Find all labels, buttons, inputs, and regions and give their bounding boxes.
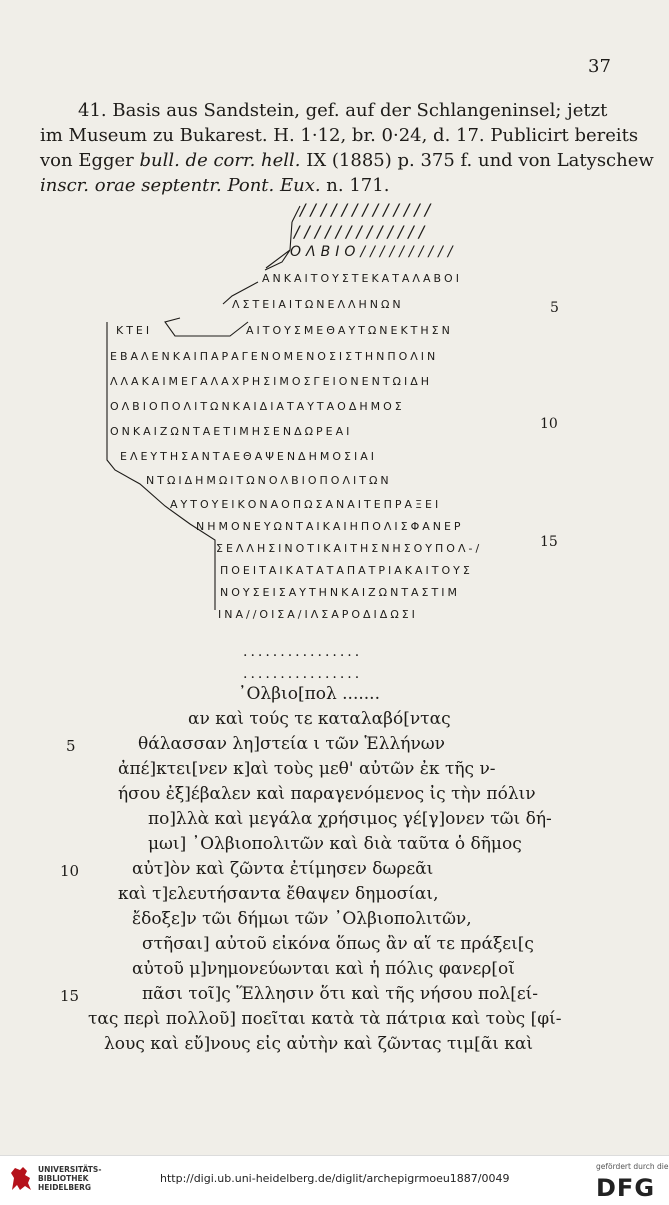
institution-line: UNIVERSITÄTS- (38, 1165, 102, 1174)
permalink-url[interactable]: http://digi.ub.uni-heidelberg.de/diglit/archepigrmoeu1887/0049 (160, 1172, 510, 1185)
intro-line-3-pre: von Egger (40, 150, 140, 171)
transcription-line-number: 5 (66, 737, 76, 755)
inscription-line: ΛΣΤΕΙΑΙΤΩΝΕΛΛΗΝΩΝ (232, 298, 404, 311)
inscription-line: ΕΛΕΥΤΗΣΑΝΤΑΕΘΑΨΕΝΔΗΜΟΣΙΑΙ (120, 450, 377, 463)
hatch-line-2: ///////////// (294, 222, 430, 241)
funded-by-label: gefördert durch die (596, 1162, 669, 1171)
transcription-line: ήσου ἐξ]έβαλεν καὶ παραγενόμενος ἰς τὴν πόλιν (118, 784, 536, 804)
transcription-line: μωι] ᾿Ολβιοπολιτῶν καὶ διὰ ταῦτα ὁ δῆμος (148, 834, 522, 854)
transcription-line: αν καὶ τούς τε καταλαβό[ντας (188, 709, 451, 729)
intro-line-1: 41. Basis aus Sandstein, gef. auf der Schlangeninsel; jetzt (78, 100, 608, 121)
transcription-line: ᾿Ολβιο[πολ ....... (238, 684, 380, 704)
hatch-line-3: ΟΛΒΙΟ////////// (290, 244, 458, 260)
transcription-line: ἀπέ]κτει[νεν κ]αὶ τοὺς μεθ' αὐτῶν ἐκ τῆς ν- (118, 759, 496, 779)
inscription-line-number: 10 (540, 416, 558, 432)
inscription-line-number: 15 (540, 534, 558, 550)
lacuna-dots: ................ (243, 644, 363, 660)
inscription-line: ΚΤΕΙ (116, 324, 153, 337)
transcription-line: λους καὶ εὔ]νους εἰς αὐτὴν καὶ ζῶντας τιμ[ᾶι καὶ (104, 1034, 534, 1054)
inscription-line: ΕΒΑΛΕΝΚΑΙΠΑΡΑΓΕΝΟΜΕΝΟΣΙΣΤΗΝΠΟΛΙΝ (110, 350, 439, 363)
transcription-line: πᾶσι τοῖ]ς Ἕλλησιν ὅτι καὶ τῆς νήσου πολ[εί- (142, 984, 539, 1004)
inscription-line: ΛΛΑΚΑΙΜΕΓΑΛΑΧΡΗΣΙΜΟΣΓΕΙΟΝΕΝΤΩΙΔΗ (110, 375, 432, 388)
inscription-line: ΝΟΥΣΕΙΣΑΥΤΗΝΚΑΙΖΩΝΤΑΣΤΙΜ (220, 586, 460, 599)
transcription-line: αὐτ]ὸν καὶ ζῶντα ἐτίμησεν δωρεᾶι (132, 859, 434, 879)
transcription-line: πο]λλὰ καὶ μεγάλα χρήσιμος γέ[γ]ονεν τῶι δή- (148, 809, 552, 829)
intro-line-2: im Museum zu Bukarest. H. 1·12, br. 0·24, d. 17. Publicirt bereits (40, 125, 639, 146)
lacuna-dots: ................ (243, 666, 363, 682)
transcription-line: ἔδοξε]ν τῶι δήμωι τῶν ᾿Ολβιοπολιτῶν, (132, 909, 472, 929)
viewer-footer (0, 1155, 669, 1205)
transcription-line: θάλασσαν λη]στεία ι τῶν Ἑλλήνων (138, 734, 445, 754)
dfg-logo: DFG (596, 1174, 656, 1202)
institution-name (38, 1165, 101, 1192)
inscription-line: ΝΗΜΟΝΕΥΩΝΤΑΙΚΑΙΗΠΟΛΙΣΦΑΝΕΡ (196, 520, 464, 533)
institution-line: HEIDELBERG (38, 1183, 92, 1192)
transcription-line: αὐτοῦ μ]νημονεύωνται καὶ ἡ πόλις φανερ[οῖ (132, 959, 515, 979)
inscription-line: ΝΤΩΙΔΗΜΩΙΤΩΝΟΛΒΙΟΠΟΛΙΤΩΝ (146, 474, 392, 487)
institution-line: BIBLIOTHEK (38, 1174, 89, 1183)
heidelberg-lion-icon (8, 1164, 34, 1194)
transcription-line-number: 15 (60, 987, 80, 1005)
inscription-line: ΑΝΚΑΙΤΟΥΣΤΕΚΑΤΑΛΑΒΟΙ (262, 272, 462, 285)
inscription-line: ΙΝΑ//ΟΙΣΑ/ΙΛΣΑΡΟΔΙΔΩΣΙ (218, 608, 418, 621)
inscription-line: ΑΙΤΟΥΣΜΕΘΑΥΤΩΝΕΚΤΗΣΝ (246, 324, 453, 337)
inscription-line: ΟΛΒΙΟΠΟΛΙΤΩΝΚΑΙΔΙΑΤΑΥΤΑΟΔΗΜΟΣ (110, 400, 405, 413)
inscription-line: ΣΕΛΛΗΣΙΝΟΤΙΚΑΙΤΗΣΝΗΣΟΥΠΟΛ-/ (216, 542, 483, 555)
inscription-line-number: 5 (550, 300, 559, 316)
transcription-line: στῆσαι] αὐτοῦ εἰκόνα ὅπως ἂν αἵ τε πράξει[ς (142, 934, 534, 954)
hatch-line-1: ///////////// (300, 200, 436, 219)
inscription-line: ΟΝΚΑΙΖΩΝΤΑΕΤΙΜΗΣΕΝΔΩΡΕΑΙ (110, 425, 353, 438)
page-number: 37 (588, 56, 611, 77)
bull-citation: bull. de corr. hell. (139, 150, 301, 171)
intro-line-3-post: IX (1885) p. 375 f. und von Latyschew (300, 150, 654, 171)
inscription-line: ΑΥΤΟΥΕΙΚΟΝΑΟΠΩΣΑΝΑΙΤΕΠΡΑΞΕΙ (170, 498, 442, 511)
inscription-line: ΠΟΕΙΤΑΙΚΑΤΑΤΑΠΑΤΡΙΑΚΑΙΤΟΥΣ (220, 564, 473, 577)
transcription-line: τας περὶ πολλοῦ] ποεῖται κατὰ τὰ πάτρια καὶ τοὺς [φί- (88, 1009, 562, 1029)
intro-line-4-post: n. 171. (320, 175, 390, 196)
inscr-citation: inscr. orae septentr. Pont. Eux. (40, 175, 321, 196)
transcription-line: καὶ τ]ελευτήσαντα ἔθαψεν δημοσίαι, (118, 884, 439, 904)
transcription-line-number: 10 (60, 862, 80, 880)
